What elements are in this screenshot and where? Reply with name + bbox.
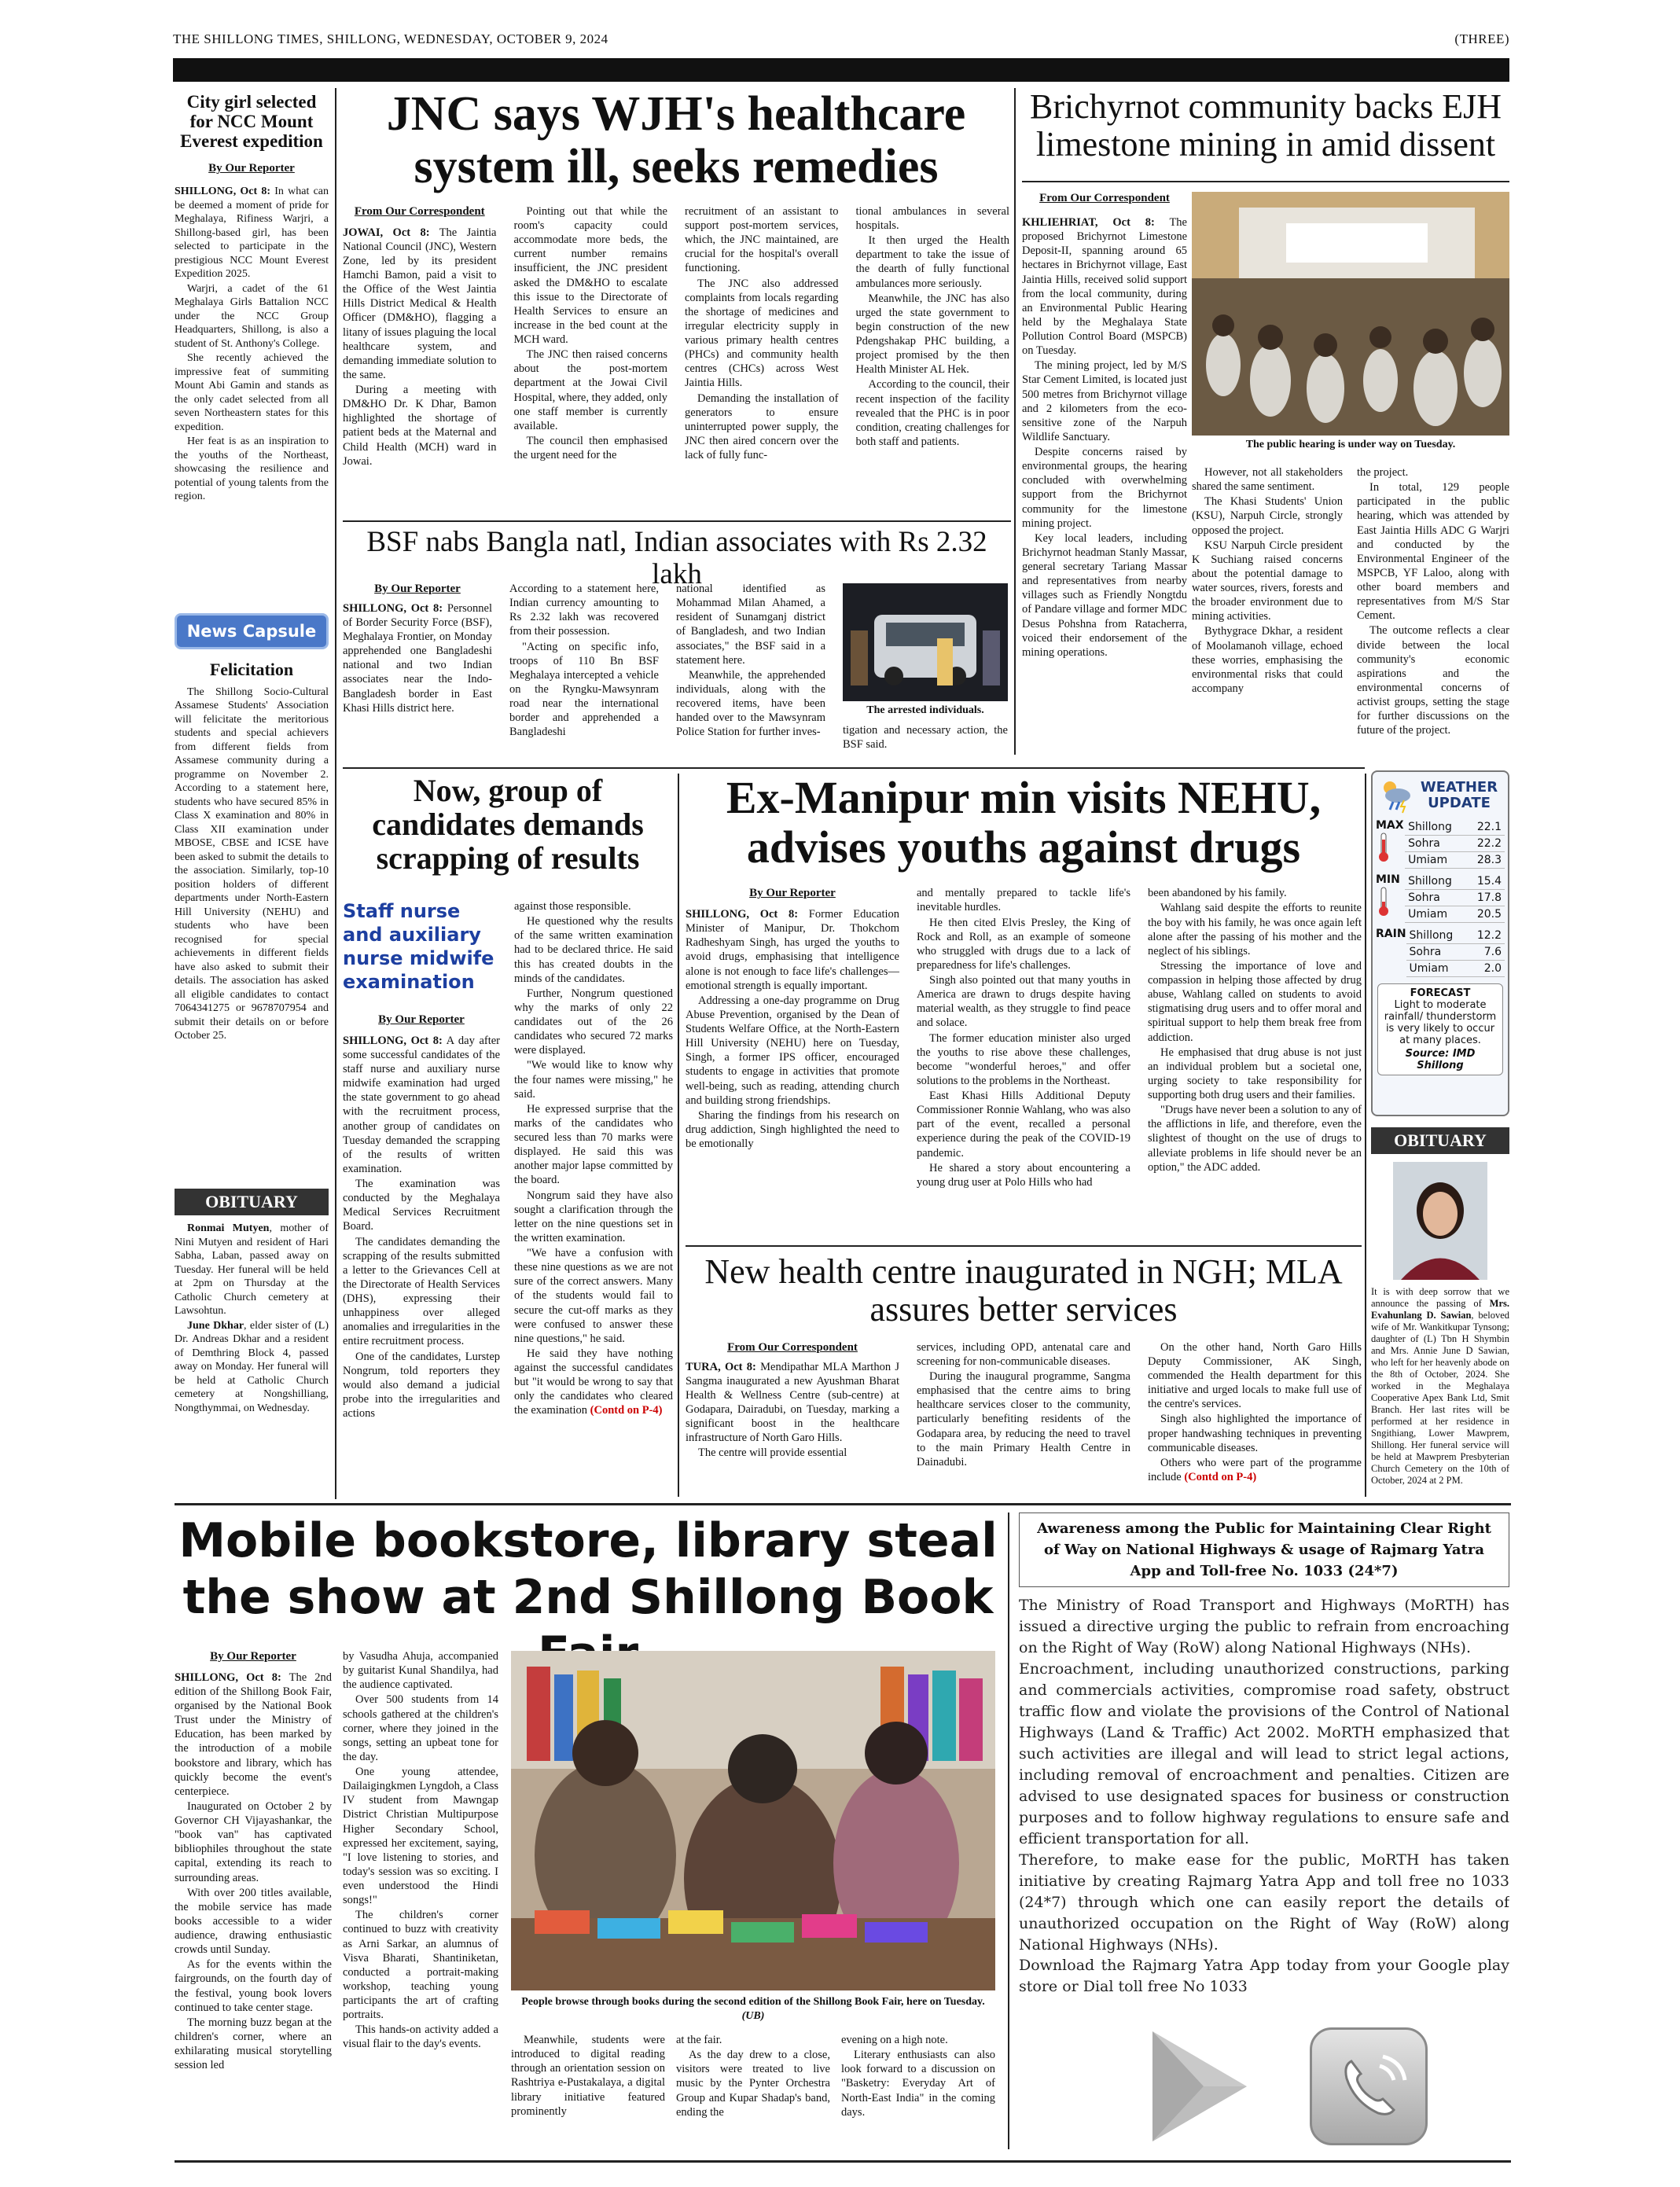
station-value: 2.0 [1467,961,1505,977]
weather-min [1373,869,1508,923]
station-value: 12.2 [1467,928,1505,944]
bookfair-c2b: Over 500 students from 14 schools gathered at the children's corner, where they joined in the songs, setting an upbeat tone for the day. [343,1693,498,1763]
ngh-headline: New health centre inaugurated in NGH; MLA assures better services [704,1253,1343,1329]
ngh-col-3 [1148,1340,1362,1494]
ngh-c3: On the other hand, North Garo Hills Deputy Commissioner, AK Singh, commended the Health department for this initiative and urged locals to make full use of the centre's services. [1148,1340,1362,1411]
ngh-dateline: TURA, Oct 8: [686,1360,756,1373]
section-rule [686,1245,1362,1247]
station-name: Umiam [1405,906,1467,923]
manipur-c3: been abandoned by his family. [1148,887,1287,900]
brichyrnot-headline: Brichyrnot community backs EJH limestone mining in amid dissent [1029,88,1502,164]
jnc-col-1 [343,204,497,503]
bsf-col-4 [843,723,1008,763]
station-value: 7.6 [1467,944,1505,961]
brichyrnot-col-1 [1022,215,1187,756]
column-rule [678,774,679,1497]
obit-text-1: , mother of Nini Mutyen and resident of Hari Sabha, Laban, passed away on Tuesday. Her funeral will be held at 2pm on Thursday at the Catholic Church cemetery at Lawsohtun. [175,1222,329,1317]
candidates-headline: Now, group of candidates demands scrapping of results [372,774,644,877]
bsf-col-3 [676,582,825,763]
manipur-c2b: He then cited Elvis Presley, the King of Rock and Roll, as an example of someone who struggled with drugs due to a lack of preparedness for life's challenges. [917,916,1130,972]
bookfair-caption [511,1995,995,2023]
forecast-box [1377,983,1503,1075]
notice-p1: The Ministry of Road Transport and Highways (MoRTH) has issued a directive urging the public to refrain from encroaching on the Right of Way (RoW) along National Highways (NHs). [1019,1597,1509,1656]
phone-dial-icon [1310,2027,1428,2145]
weather-cloud-icon [1377,777,1415,814]
manipur-col-2 [917,886,1130,1216]
bsf-c1: Personnel of Border Security Force (BSF), Meghalaya Frontier, on Monday apprehended one Bangladeshi national and two Indian associates near the Indo-Bangladesh border in East Khasi Hills district here. [343,601,492,715]
ncc-headline: City girl selected for NCC Mount Everest expedition [180,93,323,151]
bsf-col-2 [509,582,659,763]
brichyrnot-c1: The proposed Brichyrnot Limestone Deposit-II, spanning around 65 hectares in Brichyrnot village, East Jaintia Hills, received solid support from the local community, during an Environmental Public Hearing held by the Meghalaya State Pollution Control Board (MSPCB) on Tuesday. [1022,216,1187,358]
ngh-col-2 [917,1340,1130,1494]
candidates-kicker: Staff nurse and auxiliary nurse midwife examination [343,900,494,993]
candidates-c2e: He expressed surprise that the marks of the candidates who secured less than 70 marks were displayed. He said this was another major lapse committed by the board. [514,1102,673,1187]
section-rule [175,1503,1511,1505]
obit-lead: It is with deep sorrow that we announce the passing of [1371,1286,1509,1309]
bookfair-col-3 [511,2033,665,2151]
manipur-story [686,774,1362,1261]
capsule-body [175,686,329,1044]
bsf-dateline: SHILLONG, Oct 8: [343,601,443,615]
ngh-contd-link[interactable]: (Contd on P-4) [1184,1470,1257,1483]
bookfair-photo [511,1651,995,1990]
brichyrnot-dateline: KHLIEHRIAT, Oct 8: [1022,216,1155,229]
ncc-p1: In what can be deemed a moment of pride for Meghalaya, Rifiness Warjri, a Shillong-based girl, has been selected to participate in the prestigious NCC Mount Everest Expedition 2025. [175,186,329,281]
manipur-byline: By Our Reporter [749,887,836,900]
jnc-dateline: JOWAI, Oct 8: [343,226,430,239]
bsf-c2b: "Acting on specific info, troops of 110 Bn BSF Meghalaya intercepted a vehicle on the Ryngku-Mawsynram road near the international border and apprehended a Bangladeshi [509,640,659,739]
candidates-c2f: Nongrum said they have also sought a clarification through the letter on the nine questions set in the written examination. [514,1189,673,1244]
brichyrnot-c2: However, not all stakeholders shared the same sentiment. [1192,466,1343,494]
candidates-c2g: "We have a confusion with these nine questions as we are not sure of the correct answers. Many of the students would fail to secure the cut-off marks as they were confused to answer these nine questions," he said. [514,1247,673,1345]
obituary-left-body [175,1222,329,1416]
ngh-story [686,1253,1362,1498]
brichyrnot-byline: From Our Correspondent [1039,192,1170,204]
forecast-source: Source: IMD Shillong [1405,1048,1476,1071]
forecast-text: Light to moderate rainfall/ thunderstorm is very likely to occur at many places. [1384,999,1497,1046]
jnc-c4c: Meanwhile, the JNC has also urged the state government to begin construction of the new Pdengshakap PHC building, a project promised by the then Health Minister AL Hek. [855,292,1009,377]
table-row [1405,836,1505,852]
section-rule [343,520,1011,522]
ngh-c2: services, including OPD, antenatal care and screening for non-communicable diseases. [917,1340,1130,1368]
jnc-col-4 [856,204,1010,503]
manipur-c2f: He shared a story about encountering a young drug user at Polo Hills who had [917,1161,1130,1189]
station-value: 28.3 [1467,852,1505,869]
station-name: Shillong [1405,819,1467,836]
manipur-c3e: "Drugs have never been a solution to any of the afflictions in life, and therefore, even the slightest of thought on the use of drugs to alleviate problems in life should never be an option," the ADC added. [1148,1104,1362,1174]
column-rule [1014,88,1016,755]
obituary-right-bar: OBITUARY [1371,1127,1509,1154]
station-name: Sohra [1405,836,1467,852]
bookfair-c1c: With over 200 titles available, the mobile service has made books accessible to a wider audience, drawing enthusiastic crowds until Sunday. [175,1886,332,1957]
obituary-portrait [1393,1162,1487,1280]
public-hearing-caption: The public hearing is under way on Tuesday. [1245,439,1456,450]
ncc-byline: By Our Reporter [208,162,295,175]
bookfair-c1: The 2nd edition of the Shillong Book Fair, organised by the National Book Trust under the Ministry of Education, has been marked by the introduction of a mobile bookstore and library, which has quickly become the event's centerpiece. [175,1671,332,1798]
manipur-c2c: Singh also pointed out that many youths in America are drawn to drugs despite having material wealth, as they struggle to find peace and solace. [917,974,1130,1030]
arrested-photo [843,583,1008,701]
manipur-c1b: Addressing a one-day programme on Drug Abuse Prevention, organised by the Dean of Students Welfare Office, at the North-Eastern Hill University (NEHU) here on Tuesday, Singh, a former IPS officer, encouraged students to engage in activities that promote well-being, such as reading, attending church and building strong friendships. [686,994,899,1107]
candidates-c2: against those responsible. [514,900,631,913]
bookfair-c2c: One young attendee, Dailaigingkmen Lyngdoh, a Class IV student from Mawngap District Christian Multipurpose Higher Secondary School, expressed her excitement, saying, "I love listening to stories, and today's session was so exciting. I even understood the Hindi songs!" [343,1766,498,1907]
candidates-dateline: SHILLONG, Oct 8: [343,1034,443,1047]
ncc-p3: She recently achieved the impressive feat of summiting Mount Abi Gamin and stands as the only cadet selected from all seven Northeastern states for this expedition. [175,352,329,433]
weather-title-2: UPDATE [1428,795,1491,811]
bsf-c2: According to a statement here, Indian currency amounting to Rs 2.32 lakh was recovered from their possession. [509,583,659,638]
manipur-c2e: East Khasi Hills Additional Deputy Commissioner Ronnie Wahlang, who was also part of the event, recalled a personal experience during the peak of the COVID-19 pandemic. [917,1090,1130,1160]
portrait-image [1393,1162,1487,1280]
min-label: MIN [1376,873,1400,886]
column-rule [1008,1513,1009,2149]
candidates-c1d: One of the candidates, Lurstep Nongrum, told reporters they would also demand a judicial probe into the irregularities and actions [343,1350,500,1420]
candidates-col-1 [343,899,500,1497]
bsf-col-1 [343,582,492,763]
obit-name: Mrs. Evahunlang D. Sawian [1371,1298,1509,1321]
ngh-c1: Mendipathar MLA Marthon J Sangma inaugurated a new Ayushman Bharat Health & Wellness Centre (sub-centre) at Godapara, Dairadubi, on Tuesday, marking a significant boost in the healthcare infrastructure of North Garo Hills. [686,1360,899,1445]
bsf-byline: By Our Reporter [374,583,461,595]
ncc-dateline: SHILLONG, Oct 8: [175,186,271,198]
jnc-c4d: According to the council, their recent inspection of the facility revealed that the PHC is in poor condition, creating challenges for both staff and patients. [855,378,1009,448]
bookfair-c2e: This hands-on activity added a visual flair to the day's events. [343,2023,498,2051]
brichyrnot-c3c: The outcome reflects a clear divide between the local community's economic aspirations and the environmental concerns of activist groups, setting the stage for further discussions on the future of the project. [1357,624,1509,737]
jnc-columns [343,204,1009,503]
bookfair-dateline: SHILLONG, Oct 8: [175,1671,281,1684]
obit-text: , beloved wife of Mr. Wankitkupar Tynsong; daughter of (L) Tbn H Shymbin and Mrs. Annie June D Sawian, who left for her heavenly abode on the 8th of October, 2024. She worked in the Meghalaya Cooperative Apex Bank Ltd, Smit Branch. Her last rites will be performed at her residence in Sngithiang, Lower Mawprem, Shillong. Her funeral service will be held at Mawprem Presbyterian Church Cemetery on the 10th of October, 2024 at 2 PM. [1371,1310,1509,1486]
bsf-headline: BSF nabs Bangla natl, Indian associates with Rs 2.32 lakh [366,527,987,590]
manipur-c2: and mentally prepared to tackle life's inevitable hurdles. [917,887,1130,914]
bsf-c3b: Meanwhile, the apprehended individuals, along with the recovered items, have been handed over to the Mawsynram Police Station for further inves- [676,668,825,739]
arrested-image [843,583,1008,701]
bookfair-c2: by Vasudha Ahuja, accompanied by guitarist Kunal Shandilya, had the audience captivated. [343,1650,498,1692]
jnc-c3c: Demanding the installation of generators to ensure uninterrupted power supply, the JNC then aired concern over the lack of fully func- [685,391,839,462]
bookfair-col-1 [175,1649,332,2152]
table-row [1405,852,1505,869]
obit-name-2: June Dkhar [187,1319,244,1332]
obit-text-2: , elder sister of (L) Dr. Andreas Dkhar and a resident of Demthring Block 4, passed away on Monday. Her funeral will be held at Catholic Church cemetery at Nongshilliang, Nongthymmai, on Wednesday. [175,1319,329,1414]
bookfair-c4: at the fair. [676,2034,722,2046]
notice-p4: Download the Rajmarg Yatra App today from your Google play store or Dial toll free No 1033 [1019,1957,1509,1996]
ngh-c2b: During the inaugural programme, Sangma emphasised that the centre aims to bring healthcare services closer to the community, particularly benefiting residents of the Godapara area, by reducing the need to travel to the main Primary Health Centre in Dainadubi. [917,1370,1130,1468]
news-capsule [175,613,329,1203]
manipur-dateline: SHILLONG, Oct 8: [686,908,799,921]
manipur-c3b: Wahlang said despite the efforts to reunite the boy with his family, he was once again left alone after the passing of his mother and the neglect of his siblings. [1148,902,1362,958]
brichyrnot-c2b: The Khasi Students' Union (KSU), Narpuh Circle, strongly opposed the project. [1192,495,1343,537]
bsf-c4: tigation and necessary action, the BSF said. [843,724,1008,752]
ncc-body [175,185,329,505]
manipur-c3d: He emphasised that drug abuse is not just an individual problem but a societal one, urging society to take responsibility for supporting both drug users and their families. [1148,1046,1362,1101]
weather-rain [1373,923,1508,977]
weather-update [1371,770,1509,1116]
weather-title-1: WEATHER [1420,779,1498,796]
brichyrnot-c1c: Despite concerns raised by environmental groups, the hearing concluded with overwhelming support from the Brichyrnot community for the limestone mining project. [1022,446,1187,530]
bookfair-byline: By Our Reporter [210,1650,296,1663]
bookfair-col-4 [676,2033,830,2151]
table-row [1405,873,1505,890]
phone-icon [1312,2030,1430,2148]
candidates-c1: A day after some successful candidates of the staff nurse and auxiliary nurse midwife examination had urged the state government to go ahead with the recruitment process, another group of candidates on Tuesday demanded the scrapping of the results of written examination. [343,1034,500,1175]
jnc-c3b: The JNC also addressed complaints from locals regarding the shortage of medicines and irregular electricity supply in various primary health centres (PHCs) and community health centres (CHCs) across West Jaintia Hills. [685,277,839,390]
candidates-story [343,774,673,1497]
station-name: Shillong [1405,873,1467,890]
max-label: MAX [1376,819,1404,832]
page-number: (THREE) [1454,31,1509,46]
header-dateline: THE SHILLONG TIMES, SHILLONG, WEDNESDAY, OCTOBER 9, 2024 [173,31,608,46]
bookfair-c5b: Literary enthusiasts can also look forward to a discussion on "Basketry: Everyday Art of North-East India" in the coming days. [841,2049,995,2119]
jnc-headline: JNC says WJH's healthcare system ill, seeks remedies [386,88,966,193]
manipur-c1c: Sharing the findings from his research on drug addiction, Singh highlighted the need to be emotionally [686,1108,899,1150]
manipur-c1: Former Education Minister of Manipur, Dr. Thokchom Radheshyam Singh, has urged the youths to avoid drugs, emphasising that intelligence alone is not enough to face life's challenges—emotional strength is equally important. [686,908,899,992]
jnc-c1b: During a meeting with DM&HO Dr. K Dhar, Bamon highlighted the shortage of patient beds at the Maternal and Child Health (MCH) ward in Jowai. [343,384,497,468]
station-name: Sohra [1405,890,1467,906]
candidates-c2c: Further, Nongrum questioned why the marks of only 22 candidates out of the 26 candidates who secured 72 marks were displayed. [514,987,673,1057]
ngh-c3c: Others who were part of the programme include [1148,1456,1362,1483]
obituary-right-body [1371,1286,1509,1487]
bookfair-caption-credit: (UB) [741,2009,765,2022]
brichyrnot-story [1022,88,1509,756]
jnc-c4b: It then urged the Health department to take the issue of the dearth of fully functional ambulances more seriously. [855,234,1009,290]
news-capsule-badge: News Capsule [175,613,329,649]
candidates-contd-link[interactable]: (Contd on P-4) [590,1404,663,1417]
forecast-label: FORECAST [1410,987,1471,999]
rain-table [1406,928,1505,977]
obituary-left [175,1189,329,1503]
public-hearing-photo [1192,192,1509,436]
manipur-columns [686,886,1362,1216]
footer-rule [175,2160,1511,2163]
header-bar [173,58,1509,82]
page-header [173,31,1509,47]
public-hearing-image [1192,192,1509,436]
bsf-story [343,527,1011,763]
brichyrnot-c2c: KSU Narpuh Circle president K Suchiang raised concerns about the potential damage to water sources, rivers, forests and the broader environment due to mining activities. [1192,538,1343,623]
manipur-headline: Ex-Manipur min visits NEHU, advises youths against drugs [726,774,1322,873]
rain-label: RAIN [1376,928,1406,940]
bookfair-c1d: As for the events within the fairgrounds, on the fourth day of the festival, young book lovers continued to take center stage. [175,1958,332,2014]
jnc-c1: The Jaintia National Council (JNC), Western Zone, led by its president Hamchi Bamon, paid a visit to the Office of the West Jaintia Hills District Medical & Health Officer (DM&HO), flagging a litany of issues plaguing the local healthcare system, and demanding immediate solution to the same. [343,226,497,381]
brichyrnot-c1b: The mining project, led by M/S Star Cement Limited, is located just 500 metres from Brichyrnot village and 2 kilometers from the eco-sensitive zone of the Narpuh Wildlife Sanctuary. [1022,359,1187,443]
ngh-byline: From Our Correspondent [727,1340,858,1354]
candidates-c1b: The examination was conducted by the Meghalaya Medical Services Recruitment Board. [343,1178,500,1233]
candidates-c2h: He said they have nothing against the successful candidates but "it would be wrong to say that only the candidates who cleared the examination [514,1347,673,1417]
bookfair-story [175,1513,1002,2157]
obituary-left-bar: OBITUARY [175,1189,329,1215]
jnc-col-2 [514,204,668,503]
min-table [1405,873,1505,923]
obituary-right [1371,1127,1509,1501]
highway-notice [1019,1513,1509,2153]
brichyrnot-c3: the project. [1357,466,1409,479]
jnc-c3: recruitment of an assistant to support post-mortem services, which, the JNC maintained, are crucial for the hospital's overall functioning. [685,204,839,275]
station-name: Shillong [1406,928,1468,944]
bookfair-c1b: Inaugurated on October 2 by Governor CH Vijayashankar, the "book van" has captivated bibliophiles throughout the state capital, extending its reach to surrounding areas. [175,1799,332,1884]
ngh-col-1 [686,1340,899,1494]
table-row [1405,890,1505,906]
obit-name-1: Ronmai Mutyen [187,1222,270,1234]
play-triangle-icon [1129,2023,1255,2149]
jnc-col-3 [685,204,839,503]
column-rule [1365,774,1366,1497]
station-value: 20.5 [1467,906,1505,923]
table-row [1405,906,1505,923]
jnc-story [343,88,1009,513]
bookfair-col-2 [343,1649,498,2152]
max-table [1405,819,1505,869]
brichyrnot-col-3 [1357,465,1509,756]
ngh-c1b: The centre will provide essential [698,1446,847,1460]
ncc-story [175,93,329,604]
table-row [1406,944,1505,961]
thermometer-icon [1376,832,1391,863]
station-value: 17.8 [1467,890,1505,906]
play-store-icon [1129,2023,1255,2149]
candidates-c1c: The candidates demanding the scrapping of the results submitted a letter to the Grievances Cell at the Directorate of Health Services (DHS), expressing their unhappiness over alleged anomalies and irregularities in the entire recruitment process. [343,1235,500,1348]
bookfair-c5: evening on a high note. [841,2034,948,2046]
jnc-byline: From Our Correspondent [354,204,485,218]
candidates-c2d: "We would like to know why the four names were missing," he said. [514,1059,673,1101]
capsule-title: Felicitation [209,660,294,679]
notice-title: Awareness among the Public for Maintaining Clear Right of Way on National Highways & usage of Rajmarg Yatra App and Toll-free No. 1033 (24*7) [1019,1513,1509,1587]
ngh-columns [686,1340,1362,1494]
table-row [1406,928,1505,944]
manipur-col-1 [686,886,899,1216]
ngh-c3b: Singh also highlighted the importance of proper handwashing techniques in preventing communicable diseases. [1148,1413,1362,1454]
bsf-c3: national identified as Mohammad Milan Ahamed, a resident of Sunamganj district of Bangladesh, and two Indian associates," the BSF said in a statement here. [676,583,825,667]
brichyrnot-c1d: Key local leaders, including Brichyrnot headman Stanly Massar, general secretary Tariang Massar and representatives from nearby villages such as Friendly Nongtdu of Pandare village and former MDC Desus Pohshna from Ratacherra, voiced their endorsement of the mining operations. [1022,531,1187,659]
notice-p3: Therefore, to make ease for the public, MoRTH has taken initiative by creating Rajmarg Yatra App and toll free no 1033 (24*7) through which one can easily report the details of unauthorized occupation on the Right of Way (RoW) along National Highways (NHs). [1019,1851,1509,1954]
station-value: 22.1 [1467,819,1505,836]
thermometer-icon [1376,886,1391,917]
section-rule [343,767,1365,769]
bookfair-c3: Meanwhile, students were introduced to digital reading through an orientation session on Rashtriya e-Pustakalaya, a digital library initiative featured prominently [511,2034,665,2118]
bookfair-headline: Mobile bookstore, library steal the show at 2nd Shillong Book [178,1513,998,1625]
ncc-p2: Warjri, a cadet of the 61 Meghalaya Girls Battalion NCC under the NCC Group Headquarters, Shillong, is also a student of St. Anthony's College. [175,282,329,350]
brichyrnot-col-2 [1192,465,1343,756]
bookfair-image [511,1651,995,1990]
bookfair-c4b: As the day drew to a close, visitors were treated to live music by the Pynter Orchestra Group and Kupar Shadap's band, ending the [676,2049,830,2119]
jnc-c2c: The council then emphasised the urgent need for the [513,434,667,462]
bookfair-c1e: The morning buzz began at the children's corner, where an exhilarating musical storytelling session led [175,2016,332,2072]
candidates-col-2 [514,899,673,1497]
capsule-text: The Shillong Socio-Cultural Assamese Students' Association will felicitate the meritorious students and special achievers from different fields from Assamese community during a programme on November 2. According to a statement here, students who have secured 85% in Class X examination and 80% in Class XII examination under MBOSE, CBSE and ICSE have been asked to submit the details to the association. Similarly, top-10 position holders of different departments under North-Eastern Hill University (NEHU) and students who have been recognised for special achievements in different fields have also asked to submit their details. The association has asked all eligible candidates to contact 7064341275 or 9678707954 and submit their details on or before October 25. [175,686,329,1042]
station-name: Umiam [1406,961,1468,977]
station-value: 15.4 [1467,873,1505,890]
headline-rule [1022,181,1509,182]
manipur-col-3 [1148,886,1362,1216]
bookfair-col-5 [841,2033,995,2151]
jnc-c2b: The JNC then raised concerns about the post-mortem department at the Jowai Civil Hospital, where, they added, only one staff member is currently available. [513,348,667,432]
notice-body [1019,1595,1509,1998]
bookfair-c2d: The children's corner continued to buzz with creativity as Arni Sarkar, an alumnus of Visva Bharati, Shantiniketan, conducted a portrait-making workshop, teaching young participants the art of crafting portraits. [343,1909,498,2022]
arrested-caption: The arrested individuals. [866,704,984,716]
candidates-byline: By Our Reporter [378,1013,465,1026]
brichyrnot-c3b: In total, 129 people participated in the public hearing, which was attended by East Jaintia Hills ADC G Warjri and conducted by the Environmental Engineer of the MSPCB, YF Laloo, along with other board members and representatives from M/S Star Cement. [1357,481,1509,623]
manipur-c2d: The former education minister also urged the youths to rise above these challenges, become "wonderful heroes," and offer solutions to the problems in the Northeast. [917,1031,1130,1087]
jnc-c2: Pointing out that while the room's capacity could accommodate more beds, the current number remains insufficient, the JNC president asked the DM&HO to escalate this issue to the Directorate of Health Services to ensure an increase in the bed count at the MCH ward. [513,204,667,347]
column-rule [335,88,336,1499]
brichyrnot-c2d: Bythygrace Dkhar, a resident of Moolamanoh village, echoed these worries, emphasising the environmental risks that could accompany [1192,625,1343,695]
weather-max [1373,819,1508,869]
table-row [1405,819,1505,836]
station-value: 22.2 [1467,836,1505,852]
candidates-c2b: He questioned why the results of the same written examination had to be declared thrice. He said this has created doubts in the minds of the candidates. [514,915,673,985]
jnc-c4: tional ambulances in several hospitals. [855,204,1009,233]
ncc-p4: Her feat is as an inspiration to the youths of the Northeast, showcasing the resilience and potential of young talents from the region. [175,436,329,503]
station-name: Umiam [1405,852,1467,869]
notice-p2: Encroachment, including unauthorized constructions, parking and commercials activities, compromise road safety, obstruct traffic flow and violate the provisions of the Control of National Highways (Land & Traffic) Act 2002. MoRTH emphasized that such activities are illegal and will lead to strict legal actions, including removal of encroachment and penalties. Citizen are advised to use designated spaces for business or construction purposes and to follow highway regulations to ensure safe and efficient transportation for all. [1019,1660,1509,1847]
bookfair-caption-text: People browse through books during the second edition of the Shillong Book Fair, here on Tuesday. [521,1996,985,2008]
station-name: Sohra [1406,944,1468,961]
table-row [1406,961,1505,977]
manipur-c3c: Stressing the importance of love and compassion in helping those affected by drug abuse, Wahlang called on students to avoid stigmatising drug users and to offer moral and spiritual support to help them break free from addiction. [1148,959,1362,1044]
